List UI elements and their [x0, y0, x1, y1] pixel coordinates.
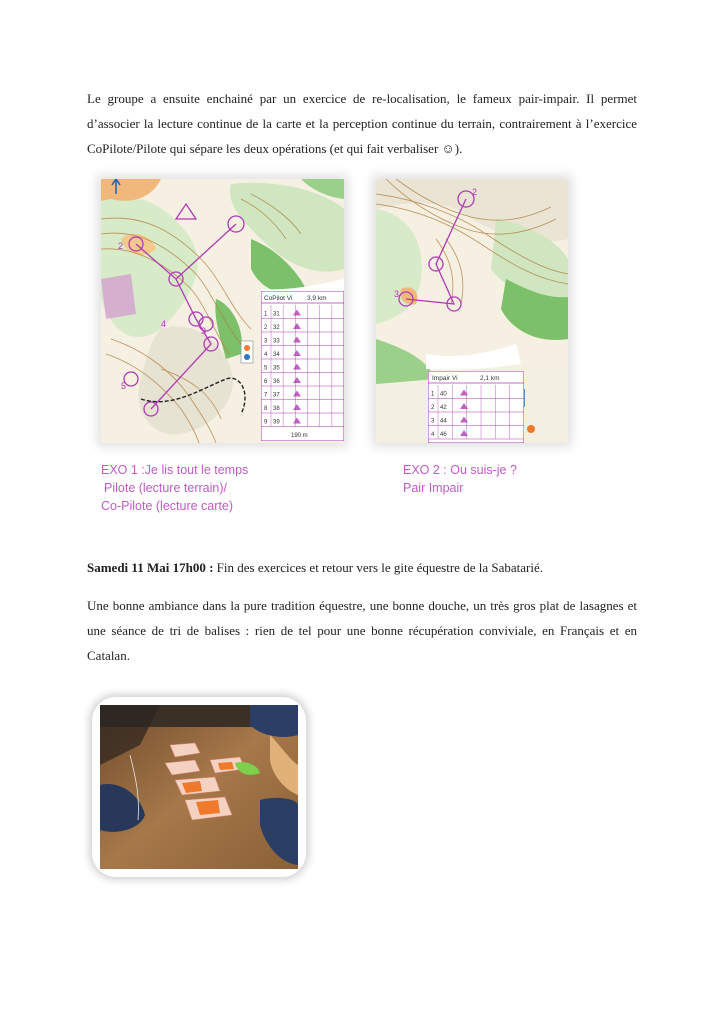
svg-text:2: 2 [118, 241, 124, 251]
caption-exo2-line2: Pair Impair [403, 481, 464, 495]
control-description-table-1 [261, 291, 344, 441]
ambiance-paragraph: Une bonne ambiance dans la pure tradition équestre, une bonne douche, un très gros plat de lasagnes et une séance de tri de balises : rien de tel pour une bonne récupération conviviale, en Français et en Catalan. [87, 598, 637, 663]
table2-row-code: 46 [440, 432, 447, 438]
table2-row-number: 2 [431, 405, 435, 411]
table1-row-number: 2 [264, 325, 268, 331]
table1-row-code: 33 [273, 338, 280, 345]
table1-row-code: 37 [273, 392, 280, 399]
table1-row-number: 7 [264, 392, 268, 399]
table1-row-number: 9 [264, 419, 268, 426]
intro-paragraph: Le groupe a ensuite enchainé par un exercice de re-localisation, le fameux pair-impair. Il permet d’associer la lecture continue de la carte et la perception continue du terrain, contrairement à l’exercice CoPilote/Pilote qui sépare les deux opérations (et qui fait verbaliser ☺). [87, 91, 637, 156]
caption-exo2-line1: EXO 2 : Ou suis-je ? [403, 463, 517, 477]
table1-row-code: 39 [273, 419, 280, 426]
table1-row-number: 5 [264, 365, 268, 372]
table1-row-number: 4 [264, 352, 268, 358]
caption-exo1-line1: EXO 1 :Je lis tout le temps [101, 463, 249, 477]
table1-row-code: 34 [273, 352, 280, 358]
caption-exo1-line3: Co-Pilote (lecture carte) [101, 499, 233, 513]
map-exo2 [376, 179, 568, 443]
svg-text:2: 2 [472, 187, 478, 197]
table-distance-1: 3,9 km [307, 295, 327, 302]
svg-text:3: 3 [201, 326, 207, 336]
table2-row-number: 3 [431, 418, 435, 425]
schedule-date: Samedi 11 Mai 17h00 : [87, 560, 214, 575]
table1-row-code: 31 [273, 311, 280, 318]
table-title-2: Impair Vi [432, 375, 458, 382]
caption-exo1-line2: Pilote (lecture terrain)/ [104, 481, 227, 495]
table2-row-number: 4 [431, 432, 435, 438]
table2-row-code: 40 [440, 391, 447, 398]
map-exo1 [101, 179, 344, 443]
table1-row-number: 8 [264, 406, 268, 412]
table1-row-number: 3 [264, 338, 268, 345]
table2-row-number: 1 [431, 391, 435, 398]
table1-row-code: 35 [273, 365, 280, 372]
photo-flag-sorting [92, 697, 306, 877]
table1-row-code: 32 [273, 325, 280, 331]
table-footer-1: 190 m [291, 433, 308, 439]
svg-text:4: 4 [161, 319, 167, 329]
caption-exo2 [403, 461, 517, 497]
svg-text:5: 5 [121, 381, 127, 391]
control-description-table-2 [428, 371, 524, 443]
caption-exo1 [101, 461, 248, 515]
schedule-paragraph [87, 555, 637, 580]
photo-image [100, 705, 298, 869]
table1-row-number: 6 [264, 379, 268, 385]
table2-row-code: 42 [440, 405, 447, 411]
table1-row-code: 36 [273, 379, 280, 385]
table1-row-number: 1 [264, 311, 268, 318]
svg-text:3: 3 [394, 289, 400, 299]
schedule-text: Fin des exercices et retour vers le gite équestre de la Sabatarié. [213, 560, 543, 575]
table-distance-2: 2,1 km [480, 375, 500, 382]
table2-row-code: 44 [440, 418, 447, 425]
table1-row-code: 38 [273, 406, 280, 412]
table-title-1: CoPilot Vi [264, 295, 293, 302]
